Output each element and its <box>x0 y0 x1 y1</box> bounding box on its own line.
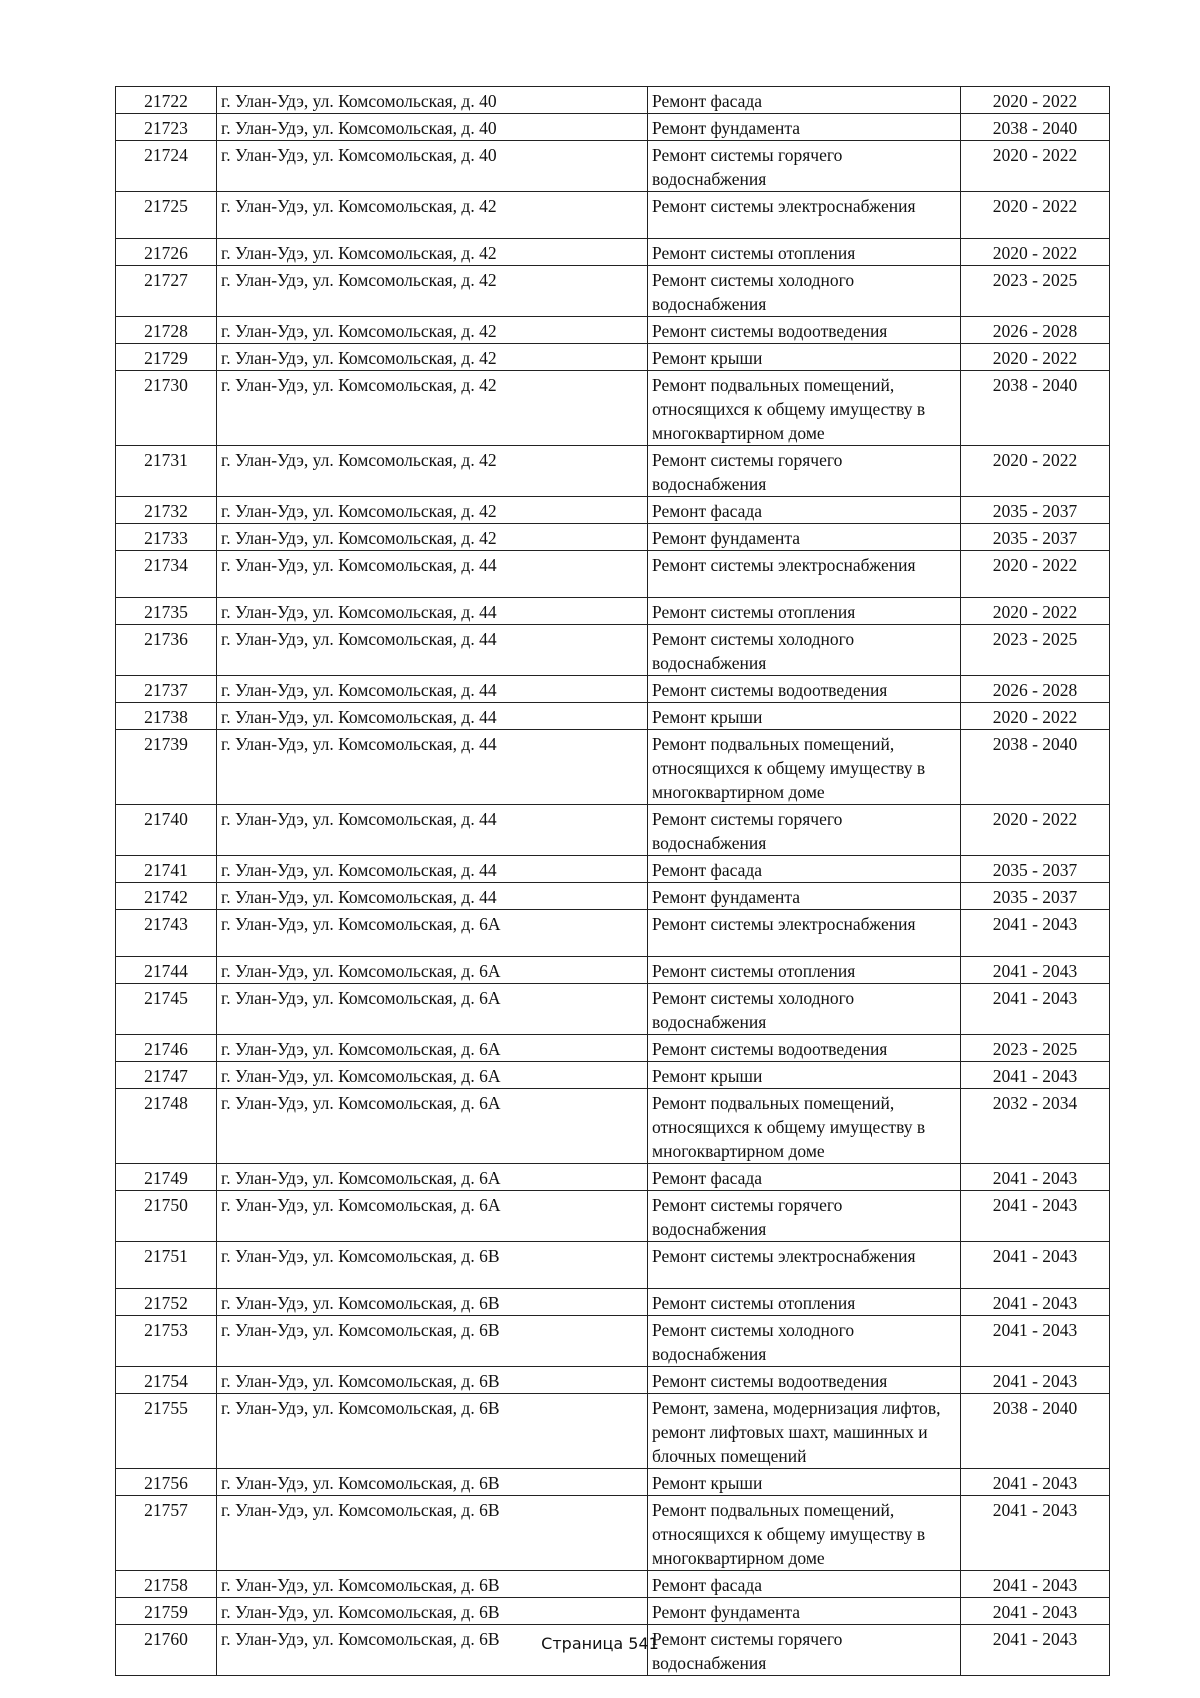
period-cell: 2041 - 2043 <box>961 910 1110 957</box>
period-cell: 2026 - 2028 <box>961 676 1110 703</box>
work-type-cell: Ремонт фасада <box>648 87 961 114</box>
period-cell: 2038 - 2040 <box>961 114 1110 141</box>
address-cell: г. Улан-Удэ, ул. Комсомольская, д. 6В <box>217 1289 648 1316</box>
work-type-cell: Ремонт подвальных помещений, относящихся к общему имуществу в многоквартирном доме <box>648 1089 961 1164</box>
work-type-cell: Ремонт системы отопления <box>648 598 961 625</box>
row-number-cell: 21749 <box>116 1164 217 1191</box>
work-type-cell: Ремонт системы холодного водоснабжения <box>648 625 961 676</box>
address-cell: г. Улан-Удэ, ул. Комсомольская, д. 6В <box>217 1242 648 1289</box>
row-number-cell: 21750 <box>116 1191 217 1242</box>
period-cell: 2038 - 2040 <box>961 1394 1110 1469</box>
row-number-cell: 21738 <box>116 703 217 730</box>
row-number-cell: 21726 <box>116 239 217 266</box>
row-number-cell: 21724 <box>116 141 217 192</box>
table-row <box>116 1571 1110 1598</box>
address-cell: г. Улан-Удэ, ул. Комсомольская, д. 44 <box>217 730 648 805</box>
row-number-cell: 21728 <box>116 317 217 344</box>
address-cell: г. Улан-Удэ, ул. Комсомольская, д. 42 <box>217 497 648 524</box>
period-cell: 2041 - 2043 <box>961 984 1110 1035</box>
table-row <box>116 87 1110 114</box>
period-cell: 2035 - 2037 <box>961 856 1110 883</box>
work-type-cell: Ремонт подвальных помещений, относящихся к общему имуществу в многоквартирном доме <box>648 1496 961 1571</box>
row-number-cell: 21730 <box>116 371 217 446</box>
table-row <box>116 1316 1110 1367</box>
period-cell: 2023 - 2025 <box>961 1035 1110 1062</box>
period-cell: 2032 - 2034 <box>961 1089 1110 1164</box>
table-row <box>116 1394 1110 1469</box>
address-cell: г. Улан-Удэ, ул. Комсомольская, д. 6А <box>217 1164 648 1191</box>
work-type-cell: Ремонт крыши <box>648 1062 961 1089</box>
row-number-cell: 21733 <box>116 524 217 551</box>
address-cell: г. Улан-Удэ, ул. Комсомольская, д. 44 <box>217 598 648 625</box>
row-number-cell: 21751 <box>116 1242 217 1289</box>
address-cell: г. Улан-Удэ, ул. Комсомольская, д. 6А <box>217 957 648 984</box>
work-type-cell: Ремонт крыши <box>648 344 961 371</box>
period-cell: 2041 - 2043 <box>961 1191 1110 1242</box>
period-cell: 2020 - 2022 <box>961 446 1110 497</box>
address-cell: г. Улан-Удэ, ул. Комсомольская, д. 6В <box>217 1496 648 1571</box>
row-number-cell: 21742 <box>116 883 217 910</box>
table-row <box>116 984 1110 1035</box>
table-row <box>116 883 1110 910</box>
address-cell: г. Улан-Удэ, ул. Комсомольская, д. 42 <box>217 344 648 371</box>
address-cell: г. Улан-Удэ, ул. Комсомольская, д. 42 <box>217 371 648 446</box>
table-row <box>116 957 1110 984</box>
address-cell: г. Улан-Удэ, ул. Комсомольская, д. 6В <box>217 1571 648 1598</box>
address-cell: г. Улан-Удэ, ул. Комсомольская, д. 6В <box>217 1625 648 1676</box>
table-row <box>116 317 1110 344</box>
table-row <box>116 524 1110 551</box>
work-type-cell: Ремонт системы электроснабжения <box>648 910 961 957</box>
period-cell: 2023 - 2025 <box>961 266 1110 317</box>
period-cell: 2041 - 2043 <box>961 1367 1110 1394</box>
table-row <box>116 856 1110 883</box>
row-number-cell: 21755 <box>116 1394 217 1469</box>
period-cell: 2041 - 2043 <box>961 957 1110 984</box>
address-cell: г. Улан-Удэ, ул. Комсомольская, д. 42 <box>217 446 648 497</box>
row-number-cell: 21758 <box>116 1571 217 1598</box>
row-number-cell: 21740 <box>116 805 217 856</box>
period-cell: 2041 - 2043 <box>961 1598 1110 1625</box>
period-cell: 2041 - 2043 <box>961 1571 1110 1598</box>
address-cell: г. Улан-Удэ, ул. Комсомольская, д. 6В <box>217 1469 648 1496</box>
table-row <box>116 1367 1110 1394</box>
period-cell: 2020 - 2022 <box>961 703 1110 730</box>
work-type-cell: Ремонт системы отопления <box>648 239 961 266</box>
address-cell: г. Улан-Удэ, ул. Комсомольская, д. 40 <box>217 141 648 192</box>
table-row <box>116 1496 1110 1571</box>
table-row <box>116 1191 1110 1242</box>
table-row <box>116 239 1110 266</box>
table-row <box>116 1089 1110 1164</box>
row-number-cell: 21725 <box>116 192 217 239</box>
period-cell: 2035 - 2037 <box>961 524 1110 551</box>
row-number-cell: 21747 <box>116 1062 217 1089</box>
row-number-cell: 21735 <box>116 598 217 625</box>
work-type-cell: Ремонт системы горячего водоснабжения <box>648 446 961 497</box>
address-cell: г. Улан-Удэ, ул. Комсомольская, д. 42 <box>217 524 648 551</box>
row-number-cell: 21752 <box>116 1289 217 1316</box>
address-cell: г. Улан-Удэ, ул. Комсомольская, д. 40 <box>217 87 648 114</box>
work-type-cell: Ремонт системы электроснабжения <box>648 192 961 239</box>
work-type-cell: Ремонт системы отопления <box>648 957 961 984</box>
address-cell: г. Улан-Удэ, ул. Комсомольская, д. 42 <box>217 192 648 239</box>
table-row <box>116 1469 1110 1496</box>
work-type-cell: Ремонт фундамента <box>648 524 961 551</box>
work-type-cell: Ремонт крыши <box>648 703 961 730</box>
row-number-cell: 21722 <box>116 87 217 114</box>
period-cell: 2041 - 2043 <box>961 1316 1110 1367</box>
address-cell: г. Улан-Удэ, ул. Комсомольская, д. 42 <box>217 317 648 344</box>
work-type-cell: Ремонт фасада <box>648 1571 961 1598</box>
period-cell: 2041 - 2043 <box>961 1242 1110 1289</box>
period-cell: 2026 - 2028 <box>961 317 1110 344</box>
work-type-cell: Ремонт фасада <box>648 1164 961 1191</box>
table-row <box>116 192 1110 239</box>
period-cell: 2023 - 2025 <box>961 625 1110 676</box>
work-type-cell: Ремонт крыши <box>648 1469 961 1496</box>
page-number: Страница 541 <box>541 1634 659 1653</box>
work-type-cell: Ремонт системы горячего водоснабжения <box>648 805 961 856</box>
address-cell: г. Улан-Удэ, ул. Комсомольская, д. 44 <box>217 883 648 910</box>
work-type-cell: Ремонт системы водоотведения <box>648 676 961 703</box>
row-number-cell: 21736 <box>116 625 217 676</box>
table-row <box>116 1035 1110 1062</box>
table-row <box>116 1062 1110 1089</box>
table-row <box>116 910 1110 957</box>
address-cell: г. Улан-Удэ, ул. Комсомольская, д. 44 <box>217 856 648 883</box>
address-cell: г. Улан-Удэ, ул. Комсомольская, д. 44 <box>217 676 648 703</box>
row-number-cell: 21760 <box>116 1625 217 1676</box>
period-cell: 2041 - 2043 <box>961 1625 1110 1676</box>
address-cell: г. Улан-Удэ, ул. Комсомольская, д. 6А <box>217 1191 648 1242</box>
table-row <box>116 730 1110 805</box>
period-cell: 2020 - 2022 <box>961 551 1110 598</box>
address-cell: г. Улан-Удэ, ул. Комсомольская, д. 44 <box>217 703 648 730</box>
row-number-cell: 21732 <box>116 497 217 524</box>
address-cell: г. Улан-Удэ, ул. Комсомольская, д. 6В <box>217 1598 648 1625</box>
period-cell: 2041 - 2043 <box>961 1164 1110 1191</box>
period-cell: 2020 - 2022 <box>961 805 1110 856</box>
row-number-cell: 21754 <box>116 1367 217 1394</box>
address-cell: г. Улан-Удэ, ул. Комсомольская, д. 6В <box>217 1367 648 1394</box>
table-row <box>116 1598 1110 1625</box>
table-row <box>116 625 1110 676</box>
address-cell: г. Улан-Удэ, ул. Комсомольская, д. 6А <box>217 1062 648 1089</box>
work-type-cell: Ремонт фундамента <box>648 114 961 141</box>
work-type-cell: Ремонт подвальных помещений, относящихся к общему имуществу в многоквартирном доме <box>648 371 961 446</box>
work-type-cell: Ремонт подвальных помещений, относящихся к общему имуществу в многоквартирном доме <box>648 730 961 805</box>
period-cell: 2035 - 2037 <box>961 883 1110 910</box>
work-type-cell: Ремонт системы электроснабжения <box>648 551 961 598</box>
work-type-cell: Ремонт, замена, модернизация лифтов, ремонт лифтовых шахт, машинных и блочных помещений <box>648 1394 961 1469</box>
row-number-cell: 21739 <box>116 730 217 805</box>
address-cell: г. Улан-Удэ, ул. Комсомольская, д. 44 <box>217 551 648 598</box>
table-row <box>116 114 1110 141</box>
address-cell: г. Улан-Удэ, ул. Комсомольская, д. 6А <box>217 984 648 1035</box>
table-row <box>116 446 1110 497</box>
table-body <box>116 87 1110 1676</box>
period-cell: 2020 - 2022 <box>961 87 1110 114</box>
work-type-cell: Ремонт системы водоотведения <box>648 1367 961 1394</box>
address-cell: г. Улан-Удэ, ул. Комсомольская, д. 40 <box>217 114 648 141</box>
row-number-cell: 21746 <box>116 1035 217 1062</box>
work-type-cell: Ремонт системы электроснабжения <box>648 1242 961 1289</box>
period-cell: 2041 - 2043 <box>961 1062 1110 1089</box>
row-number-cell: 21729 <box>116 344 217 371</box>
period-cell: 2020 - 2022 <box>961 141 1110 192</box>
address-cell: г. Улан-Удэ, ул. Комсомольская, д. 6А <box>217 910 648 957</box>
work-type-cell: Ремонт фундамента <box>648 883 961 910</box>
table-row <box>116 1289 1110 1316</box>
row-number-cell: 21731 <box>116 446 217 497</box>
address-cell: г. Улан-Удэ, ул. Комсомольская, д. 6А <box>217 1035 648 1062</box>
row-number-cell: 21734 <box>116 551 217 598</box>
row-number-cell: 21723 <box>116 114 217 141</box>
period-cell: 2041 - 2043 <box>961 1289 1110 1316</box>
period-cell: 2020 - 2022 <box>961 344 1110 371</box>
period-cell: 2020 - 2022 <box>961 192 1110 239</box>
table-row <box>116 141 1110 192</box>
work-type-cell: Ремонт системы водоотведения <box>648 1035 961 1062</box>
table-row <box>116 676 1110 703</box>
row-number-cell: 21759 <box>116 1598 217 1625</box>
work-type-cell: Ремонт фасада <box>648 497 961 524</box>
table-row <box>116 551 1110 598</box>
work-type-cell: Ремонт системы холодного водоснабжения <box>648 984 961 1035</box>
address-cell: г. Улан-Удэ, ул. Комсомольская, д. 42 <box>217 239 648 266</box>
work-type-cell: Ремонт системы горячего водоснабжения <box>648 1191 961 1242</box>
address-cell: г. Улан-Удэ, ул. Комсомольская, д. 44 <box>217 805 648 856</box>
table-row <box>116 1242 1110 1289</box>
work-type-cell: Ремонт системы холодного водоснабжения <box>648 1316 961 1367</box>
period-cell: 2038 - 2040 <box>961 371 1110 446</box>
repair-schedule-table <box>115 86 1110 1676</box>
table-row <box>116 497 1110 524</box>
period-cell: 2020 - 2022 <box>961 598 1110 625</box>
row-number-cell: 21727 <box>116 266 217 317</box>
work-type-cell: Ремонт системы холодного водоснабжения <box>648 266 961 317</box>
table-row <box>116 344 1110 371</box>
table-row <box>116 805 1110 856</box>
work-type-cell: Ремонт фундамента <box>648 1598 961 1625</box>
work-type-cell: Ремонт системы горячего водоснабжения <box>648 1625 961 1676</box>
table-row <box>116 266 1110 317</box>
period-cell: 2020 - 2022 <box>961 239 1110 266</box>
table-row <box>116 703 1110 730</box>
row-number-cell: 21756 <box>116 1469 217 1496</box>
period-cell: 2035 - 2037 <box>961 497 1110 524</box>
row-number-cell: 21753 <box>116 1316 217 1367</box>
address-cell: г. Улан-Удэ, ул. Комсомольская, д. 44 <box>217 625 648 676</box>
address-cell: г. Улан-Удэ, ул. Комсомольская, д. 6В <box>217 1316 648 1367</box>
table-row <box>116 1164 1110 1191</box>
period-cell: 2038 - 2040 <box>961 730 1110 805</box>
work-type-cell: Ремонт системы горячего водоснабжения <box>648 141 961 192</box>
work-type-cell: Ремонт системы отопления <box>648 1289 961 1316</box>
work-type-cell: Ремонт фасада <box>648 856 961 883</box>
row-number-cell: 21757 <box>116 1496 217 1571</box>
address-cell: г. Улан-Удэ, ул. Комсомольская, д. 6А <box>217 1089 648 1164</box>
period-cell: 2041 - 2043 <box>961 1496 1110 1571</box>
row-number-cell: 21743 <box>116 910 217 957</box>
address-cell: г. Улан-Удэ, ул. Комсомольская, д. 6В <box>217 1394 648 1469</box>
row-number-cell: 21744 <box>116 957 217 984</box>
row-number-cell: 21741 <box>116 856 217 883</box>
row-number-cell: 21748 <box>116 1089 217 1164</box>
row-number-cell: 21737 <box>116 676 217 703</box>
row-number-cell: 21745 <box>116 984 217 1035</box>
table-row <box>116 598 1110 625</box>
work-type-cell: Ремонт системы водоотведения <box>648 317 961 344</box>
period-cell: 2041 - 2043 <box>961 1469 1110 1496</box>
table-row <box>116 371 1110 446</box>
address-cell: г. Улан-Удэ, ул. Комсомольская, д. 42 <box>217 266 648 317</box>
